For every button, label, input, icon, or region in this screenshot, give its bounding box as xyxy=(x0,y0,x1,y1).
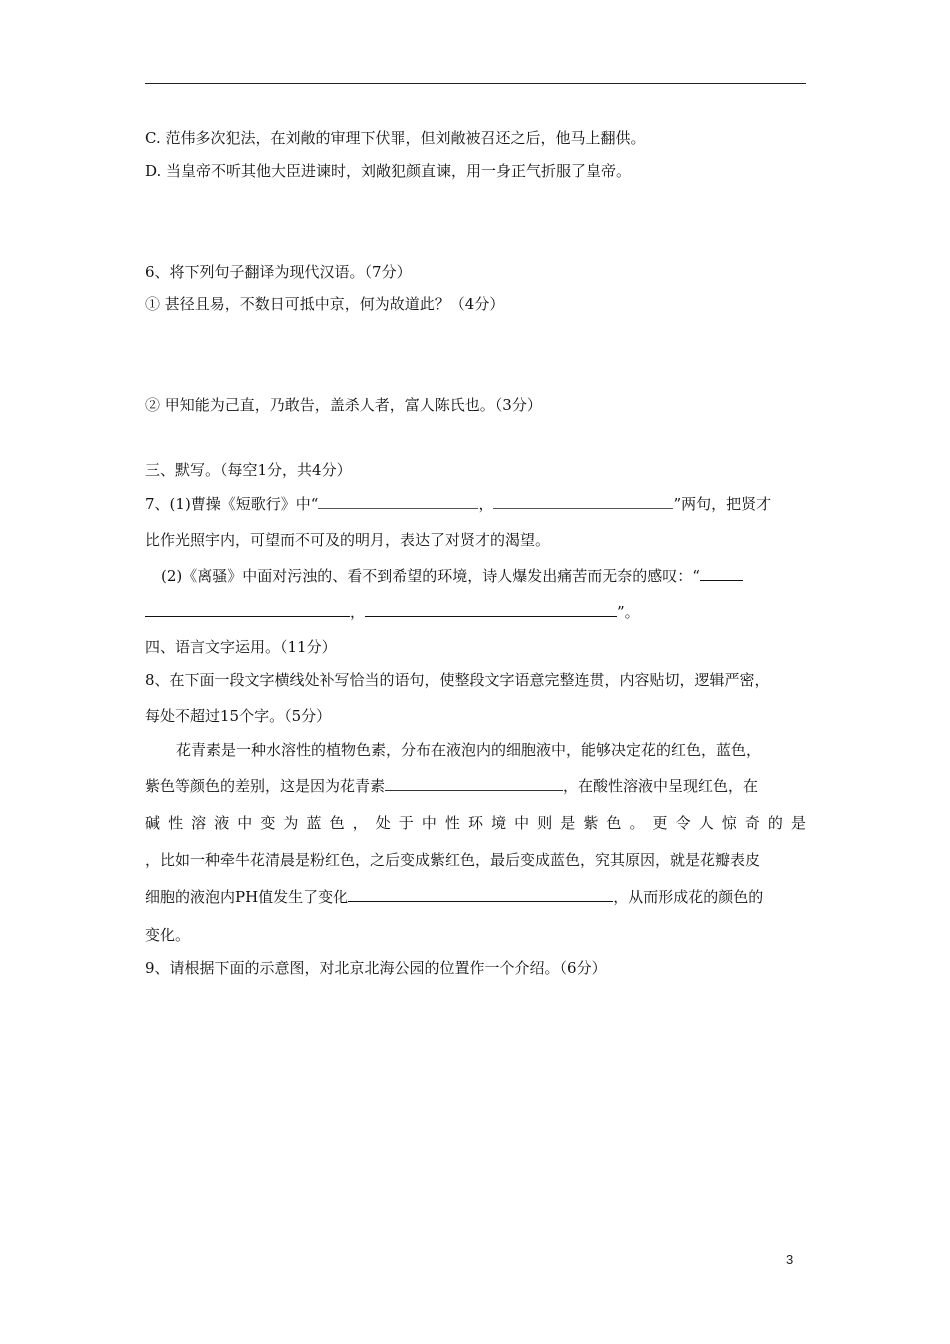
q7-part2-comma: ， xyxy=(350,603,366,621)
passage-line-1: 花青素是一种水溶性的植物色素，分布在液泡内的细胞液中，能够决定花的红色，蓝色， xyxy=(176,741,762,759)
question-8-instruction-2: 每处不超过15个字。（5分） xyxy=(145,707,332,725)
passage-line-2-a: 紫色等颜色的差别，这是因为花青素 xyxy=(145,777,386,795)
question-7-part-2-line-2 xyxy=(145,602,640,622)
q7-part2-text: (2)《离骚》中面对污浊的、看不到希望的环境，诗人爆发出痛苦而无奈的感叹：“ xyxy=(161,567,700,585)
q7-prefix: 7、(1)曹操《短歌行》中“ xyxy=(145,495,319,513)
question-7-part-2-line-1 xyxy=(161,566,743,586)
question-6-item-2: ② 甲知能为己直，乃敢告，盖杀人者，富人陈氏也。（3分） xyxy=(145,396,542,414)
q7-part2-end: ”。 xyxy=(617,603,640,621)
passage-line-2-b: ，在酸性溶液中呈现红色，在 xyxy=(563,777,759,795)
answer-blank[interactable] xyxy=(145,602,350,617)
answer-blank[interactable] xyxy=(700,566,743,581)
page-number: 3 xyxy=(786,1252,794,1267)
passage-line-5-b: ，从而形成花的颜色的 xyxy=(613,888,764,906)
passage-line-5 xyxy=(145,887,763,907)
passage-line-3: 碱性溶液中变为蓝色，处于中性环境中则是紫色。更令人惊奇的是 xyxy=(145,814,806,832)
section-3-title: 三、默写。（每空1分，共4分） xyxy=(145,461,352,479)
option-c: C. 范伟多次犯法，在刘敞的审理下伏罪，但刘敞被召还之后，他马上翻供。 xyxy=(145,129,646,147)
question-7-part-1-line-2: 比作光照宇内，可望而不可及的明月，表达了对贤才的渴望。 xyxy=(145,531,551,549)
option-d: D. 当皇帝不听其他大臣进谏时，刘敞犯颜直谏，用一身正气折服了皇帝。 xyxy=(145,162,632,180)
question-9-title: 9、请根据下面的示意图，对北京北海公园的位置作一个介绍。（6分） xyxy=(145,959,607,977)
question-6-title: 6、将下列句子翻译为现代汉语。（7分） xyxy=(145,263,412,281)
question-7-part-1-line-1 xyxy=(145,494,771,514)
passage-line-2 xyxy=(145,776,758,796)
q7-suffix: ”两句，把贤才 xyxy=(673,495,772,513)
answer-blank[interactable] xyxy=(348,887,613,902)
section-4-title: 四、语言文字运用。（11分） xyxy=(145,638,337,656)
answer-blank[interactable] xyxy=(365,602,617,617)
answer-blank[interactable] xyxy=(318,494,478,509)
header-rule xyxy=(145,83,806,84)
question-8-instruction-1: 8、在下面一段文字横线处补写恰当的语句，使整段文字语意完整连贯，内容贴切，逻辑严密， xyxy=(145,671,770,689)
question-6-item-1: ① 甚径且易，不数日可抵中京，何为故道此？（4分） xyxy=(145,295,505,313)
answer-blank[interactable] xyxy=(493,494,673,509)
answer-blank[interactable] xyxy=(385,776,563,791)
passage-line-4: ，比如一种牵牛花清晨是粉红色，之后变成紫红色，最后变成蓝色，究其原因，就是花瓣表皮 xyxy=(145,851,761,869)
passage-line-5-a: 细胞的液泡内PH值发生了变化 xyxy=(145,888,349,906)
passage-line-6: 变化。 xyxy=(145,926,191,944)
q7-comma: ， xyxy=(478,495,494,513)
